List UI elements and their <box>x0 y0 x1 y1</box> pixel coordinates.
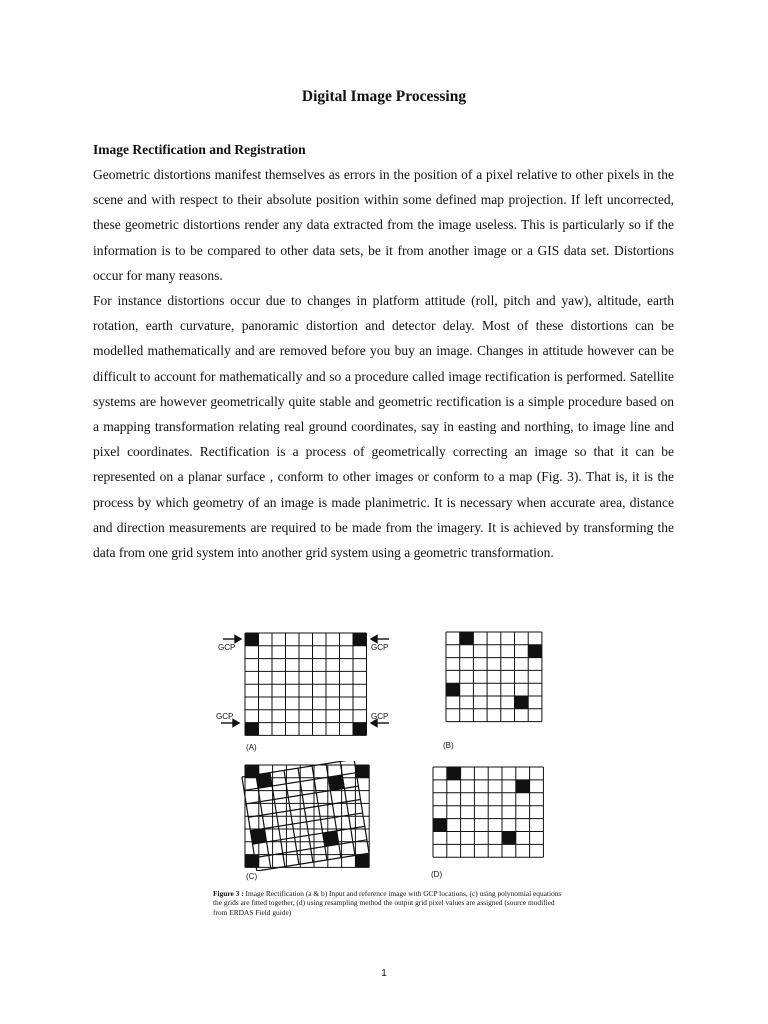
panel-label-c: (C) <box>246 872 258 881</box>
page-number: 1 <box>381 968 387 979</box>
figure-caption-text: Image Rectification (a & b) Input and reference image with GCP locations, (c) using polynomial equations the grids are fitted together, (d) using resampling method the output grid pixel values are assigned (source modified from ERDAS Field guide) <box>213 889 562 917</box>
paragraph-2: For instance distortions occur due to changes in platform attitude (roll, pitch and yaw), altitude, earth rotation, earth curvature, panoramic distortion and detector delay. Most of these distortions can be modelled mathematically and are removed before you buy an image. Changes in attitude however can be difficult to account for mathematically and so a procedure called image rectification is performed. Satellite systems are however geometrically quite stable and geometric rectification is a simple procedure based on a mapping transformation relating real ground coordinates, say in easting and northing, to image line and pixel coordinates. Rectification is a process of geometrically correcting an image so that it can be represented on a planar surface , conform to other images or conform to a map (Fig. 3). That is, it is the process by which geometry of an image is made planimetric. It is necessary when accurate area, distance and direction measurements are required to be made from the imagery. It is achieved by transforming the data from one grid system into another grid system using a geometric transformation. <box>93 293 674 561</box>
figure-caption <box>213 889 569 917</box>
gcp-label-bottom-right: GCP <box>371 712 389 721</box>
gcp-label-bottom-left: GCP <box>216 712 234 721</box>
page-title: Digital Image Processing <box>301 88 467 105</box>
gcp-label-top-left: GCP <box>218 643 236 652</box>
panel-label-a: (A) <box>246 743 257 752</box>
panel-b-grid <box>444 630 546 726</box>
gcp-label-top-right: GCP <box>371 643 389 652</box>
gcp-arrows <box>213 627 403 739</box>
panel-label-d: (D) <box>431 870 443 879</box>
figure-3 <box>213 627 569 927</box>
panel-label-b: (B) <box>443 741 454 750</box>
panel-d-grid <box>431 765 547 863</box>
figure-caption-label: Figure 3 : <box>213 889 244 898</box>
paragraph-1: Geometric distortions manifest themselves as errors in the position of a pixel relative to other pixels in the scene and with respect to their absolute position within some defined map projection. If left uncorrected, these geometric distortions render any data extracted from the image useless. This is particularly so if the information is to be compared to other data sets, be it from another image or a GIS data set. Distortions occur for many reasons. <box>93 167 674 283</box>
section-heading: Image Rectification and Registration <box>93 142 306 157</box>
panel-c-grid <box>239 761 379 871</box>
